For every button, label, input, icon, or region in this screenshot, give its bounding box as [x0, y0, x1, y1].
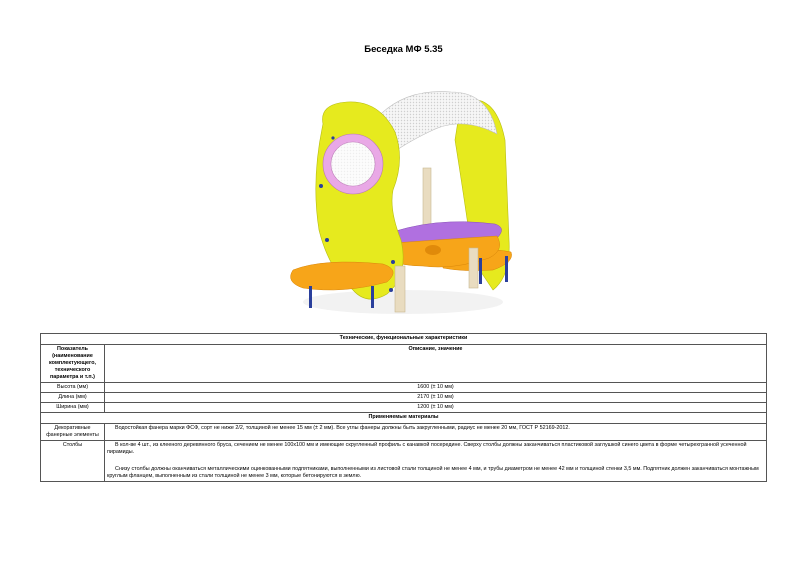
dimension-value: 1600 (± 10 мм)	[105, 383, 767, 393]
material-paragraph: Водостойкая фанера марки ФСФ, сорт не ниже 2/2, толщиной не менее 15 мм (± 2 мм). Все углы фанеры должны быть закругленными, радиус не менее 20 мм, ГОСТ Р 52169-2012.	[115, 425, 570, 431]
table-row	[41, 424, 767, 441]
section-title-materials: Применяемые материалы	[41, 413, 767, 424]
column-header-parameter: Показатель (наименование комплектующего, технического параметра и т.п.)	[41, 345, 105, 383]
material-paragraph: Снизу столбы должны оканчиваться металлическими оцинкованными подпятниками, выполненными из листовой стали толщиной не менее 4 мм, и трубы диаметром не менее 42 мм и толщиной стенки 3,5 мм. Подпятник должен заканчиваться монтажным круглым фланцем, выполненным из стали толщиной не менее 3 мм, которые бетонируются в землю.	[107, 466, 759, 479]
material-description	[105, 441, 767, 482]
section-title-characteristics: Технические, функциональные характеристики	[41, 334, 767, 345]
gazebo-illustration	[283, 80, 528, 324]
table-row	[41, 441, 767, 482]
dimension-name: Длина (мм)	[41, 393, 105, 403]
specs-table	[40, 333, 767, 482]
material-name: Декоративные фанерные элементы	[41, 424, 105, 441]
section-header-row	[41, 334, 767, 345]
document-title: Беседка МФ 5.35	[364, 44, 443, 55]
table-row	[41, 403, 767, 413]
material-description	[105, 424, 767, 441]
dimension-name: Высота (мм)	[41, 383, 105, 393]
dimension-name: Ширина (мм)	[41, 403, 105, 413]
dimension-value: 1200 (± 10 мм)	[105, 403, 767, 413]
dimension-value: 2170 (± 10 мм)	[105, 393, 767, 403]
material-paragraph: В кол-ве 4 шт., из клееного деревянного бруса, сечением не менее 100х100 мм и имеющие скругленный профиль с канавкой посередине. Сверху столбы должны заканчиваться пластиковой заглушкой синего цвета в форме четырехгранной усеченной пирамиды.	[107, 442, 747, 455]
table-row	[41, 393, 767, 403]
section-header-row	[41, 413, 767, 424]
material-name: Столбы	[41, 441, 105, 482]
column-header-row	[41, 345, 767, 383]
table-row	[41, 383, 767, 393]
column-header-description: Описание, значение	[105, 345, 767, 383]
